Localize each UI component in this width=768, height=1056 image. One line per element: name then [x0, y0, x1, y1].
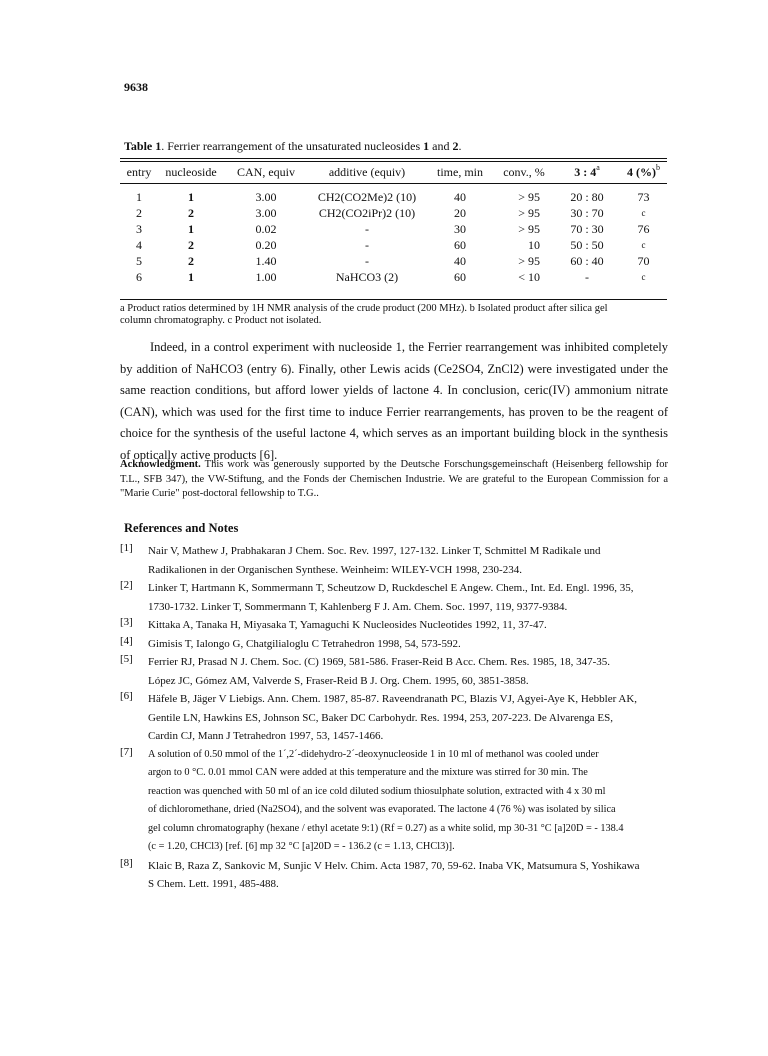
results-table	[120, 163, 667, 285]
cell-entry: 4	[136, 238, 142, 252]
cell-yield: 73	[637, 190, 650, 204]
table-caption	[124, 139, 461, 154]
cell-time: 60	[454, 270, 466, 284]
cell-entry: 1	[136, 190, 142, 204]
body-paragraph: Indeed, in a control experiment with nucleoside 1, the Ferrier rearrangement was inhibited completely by addition of NaHCO3 (entry 6). Finally, other Lewis acids (Ce2SO4, ZnCl2) were investigated under the same reaction conditions, but afford lower yields of lactone 4. In conclusion, ceric(IV) ammonium nitrate (CAN), which was used for the first time to induce Ferrier rearrangements, has proven to be the reagent of choice for the synthesis of the useful lactone 4, which serves as an important building block in the synthesis of optically active products [6].	[120, 340, 668, 462]
reference-text	[148, 690, 670, 746]
cell-additive: NaHCO3 (2)	[335, 270, 399, 284]
reference-item	[120, 542, 670, 579]
cell-nucleoside: 2	[188, 254, 194, 268]
reference-number: [3]	[120, 616, 133, 628]
cell-can: 3.00	[255, 206, 277, 220]
cell-conv: > 95	[518, 222, 540, 236]
cell-can: 0.20	[255, 238, 277, 252]
cell-ratio: 70 : 30	[570, 222, 604, 236]
cell-can: 1.00	[255, 270, 277, 284]
reference-text	[148, 542, 670, 579]
reference-item	[120, 579, 670, 616]
cell-time: 40	[454, 254, 466, 268]
reference-item	[120, 635, 670, 654]
cell-conv: > 95	[518, 190, 540, 204]
cell-yield: c	[641, 272, 646, 282]
cell-conv: < 10	[518, 270, 540, 284]
cell-additive: -	[365, 238, 369, 252]
cell-yield: 76	[637, 222, 650, 236]
header-ratio: 3 : 4$^a$	[574, 163, 600, 179]
cell-entry: 2	[136, 206, 142, 220]
cell-ratio: 30 : 70	[570, 206, 604, 220]
reference-item	[120, 616, 670, 635]
cell-time: 40	[454, 190, 466, 204]
cell-conv: > 95	[518, 206, 540, 220]
reference-line: López JC, Gómez AM, Valverde S, Fraser-Reid B J. Org. Chem. 1995, 60, 3851-3858.	[148, 674, 529, 687]
reference-number: [6]	[120, 690, 133, 702]
references-list	[120, 542, 670, 894]
cell-yield: c	[641, 208, 646, 218]
reference-line: Gentile LN, Hawkins ES, Johnson SC, Baker DC Carbohydr. Res. 1994, 253, 207-223. De Alvarenga ES,	[148, 711, 614, 724]
reference-number: [5]	[120, 653, 133, 665]
reference-line: Linker T, Hartmann K, Sommermann T, Scheutzow D, Ruckdeschel E Angew. Chem., Int. Ed. Engl. 1996, 35,	[148, 582, 634, 594]
reference-text	[148, 857, 670, 894]
reference-number: [1]	[120, 542, 133, 554]
table-bottom-rule	[120, 299, 667, 300]
reference-line: Nair V, Mathew J, Prabhakaran J Chem. Soc. Rev. 1997, 127-132. Linker T, Schmittel M Radikale und	[148, 545, 601, 557]
acknowledgment	[120, 458, 668, 502]
header-entry: entry	[126, 165, 152, 179]
acknowledgment-label: Acknowledgment.	[120, 459, 201, 470]
table-caption-compound-1: 1	[423, 139, 430, 153]
reference-line: gel column chromatography (hexane / ethyl acetate 9:1) (Rf = 0.27) as a white solid, mp 30-31 °C [a]20D = - 138.4	[148, 822, 624, 834]
reference-number: [2]	[120, 579, 133, 591]
table-row	[120, 221, 667, 237]
table-caption-compound-2: 2	[452, 139, 459, 153]
cell-time: 20	[454, 206, 466, 220]
reference-item	[120, 746, 670, 857]
cell-time: 60	[454, 238, 466, 252]
reference-line: Cardin CJ, Mann J Tetrahedron 1997, 53, 1457-1466.	[148, 730, 384, 742]
reference-line: reaction was quenched with 50 ml of an ice cold diluted sodium thiosulphate solution, extracted with 4 x 30 ml	[148, 785, 606, 797]
reference-number: [7]	[120, 745, 133, 758]
table-row	[120, 269, 667, 285]
reference-line: Radikalionen in der Organischen Synthese. Weinheim: WILEY-VCH 1998, 230-234.	[148, 563, 522, 576]
reference-line: Gimisis T, Ialongo G, Chatgilialoglu C Tetrahedron 1998, 54, 573-592.	[148, 637, 461, 650]
reference-text	[148, 616, 670, 635]
reference-text	[148, 746, 670, 857]
table-footnote-line-1: a Product ratios determined by 1H NMR analysis of the crude product (200 MHz). b Isolated product after silica gel	[120, 303, 608, 314]
header-yield: 4 (%)$^b$	[627, 163, 660, 179]
reference-text	[148, 653, 670, 690]
cell-additive: -	[365, 222, 369, 236]
reference-line: Ferrier RJ, Prasad N J. Chem. Soc. (C) 1969, 581-586. Fraser-Reid B Acc. Chem. Res. 1985, 18, 347-35.	[148, 656, 611, 668]
header-yield-footnote-mark: b	[656, 163, 660, 172]
table-caption-and: and	[429, 139, 453, 153]
header-ratio-footnote-mark: a	[596, 163, 600, 172]
reference-line: Kittaka A, Tanaka H, Miyasaka T, Yamaguchi K Nucleosides Nucleotides 1992, 11, 37-47.	[148, 619, 547, 631]
reference-line: 1730-1732. Linker T, Sommermann T, Kahlenberg F J. Am. Chem. Soc. 1997, 119, 9377-9384.	[148, 600, 568, 613]
cell-conv: > 95	[518, 254, 540, 268]
acknowledgment-text: This work was generously supported by the Deutsche Forschungsgemeinschaft (Heisenberg fellowship for T.L., SFB 347), the VW-Stiftung, and the Fonds der Chemischen Industrie. We are grateful to the European Commission for a "Marie Curie" post-doctoral fellowship to T.G..	[120, 459, 668, 499]
cell-yield: 70	[637, 254, 650, 268]
table-footnote-line-2: column chromatography. c Product not isolated.	[120, 315, 322, 326]
table-header-row	[120, 163, 667, 182]
cell-nucleoside: 1	[188, 190, 194, 204]
reference-line: A solution of 0.50 mmol of the 1´,2´-didehydro-2´-deoxynucleoside 1 in 10 ml of methanol was cooled under	[148, 748, 599, 760]
cell-additive: -	[365, 254, 369, 268]
header-additive: additive (equiv)	[328, 165, 406, 179]
header-nucleoside: nucleoside	[165, 165, 217, 179]
table-top-rule	[120, 158, 667, 162]
table-row	[120, 237, 667, 253]
reference-line: of dichloromethane, dried (Na2SO4), and the solvent was evaporated. The lactone 4 (76 %) was isolated by silica	[148, 804, 616, 815]
reference-number: [4]	[120, 634, 133, 647]
cell-can: 0.02	[255, 222, 277, 236]
header-time: time, min	[437, 165, 483, 179]
cell-ratio: 60 : 40	[570, 254, 604, 268]
cell-conv: 10	[528, 238, 540, 252]
reference-number: [8]	[120, 856, 133, 869]
reference-item	[120, 690, 670, 746]
table-footnote	[120, 303, 668, 327]
reference-text	[148, 579, 670, 616]
reference-item	[120, 653, 670, 690]
cell-nucleoside: 1	[188, 270, 194, 284]
table-caption-end: .	[458, 139, 462, 153]
cell-ratio: -	[585, 270, 589, 284]
cell-ratio: 20 : 80	[570, 190, 604, 204]
cell-entry: 5	[136, 254, 142, 268]
header-conversion: conv., %	[503, 165, 545, 179]
table-row	[120, 253, 667, 269]
reference-item	[120, 857, 670, 894]
page-number: 9638	[124, 80, 148, 94]
references-heading: References and Notes	[124, 521, 239, 535]
cell-yield: c	[641, 240, 646, 250]
cell-time: 30	[454, 222, 466, 236]
cell-nucleoside: 2	[188, 238, 194, 252]
header-can: CAN, equiv	[237, 165, 295, 179]
cell-nucleoside: 1	[188, 222, 194, 236]
cell-additive: CH2(CO2Me)2 (10)	[317, 190, 417, 204]
reference-line: argon to 0 °C. 0.01 mmol CAN were added at this temperature and the mixture was stirred for 30 min. The	[148, 767, 588, 778]
cell-entry: 6	[136, 270, 142, 284]
reference-text	[148, 635, 670, 654]
cell-nucleoside: 2	[188, 206, 194, 220]
cell-ratio: 50 : 50	[570, 238, 604, 252]
cell-additive: CH2(CO2iPr)2 (10)	[318, 206, 416, 220]
reference-line: Klaic B, Raza Z, Sankovic M, Sunjic V Helv. Chim. Acta 1987, 70, 59-62. Inaba VK, Matsumura S, Yoshikawa	[148, 859, 640, 872]
cell-entry: 3	[136, 222, 142, 236]
reference-line: Häfele B, Jäger V Liebigs. Ann. Chem. 1987, 85-87. Raveendranath PC, Blazis VJ, Agyei-Aye K, Hebbler AK,	[148, 693, 638, 705]
cell-can: 1.40	[255, 254, 277, 268]
reference-line: S Chem. Lett. 1991, 485-488.	[148, 878, 279, 890]
cell-can: 3.00	[255, 190, 277, 204]
body-text	[120, 337, 668, 466]
table-caption-text: . Ferrier rearrangement of the unsaturated nucleosides	[161, 139, 424, 153]
table-caption-label: Table 1	[124, 139, 162, 153]
table-row	[120, 205, 667, 221]
table-row	[120, 182, 667, 205]
reference-line: (c = 1.20, CHCl3) [ref. [6] mp 32 °C [a]20D = - 136.2 (c = 1.13, CHCl3)].	[148, 841, 455, 852]
